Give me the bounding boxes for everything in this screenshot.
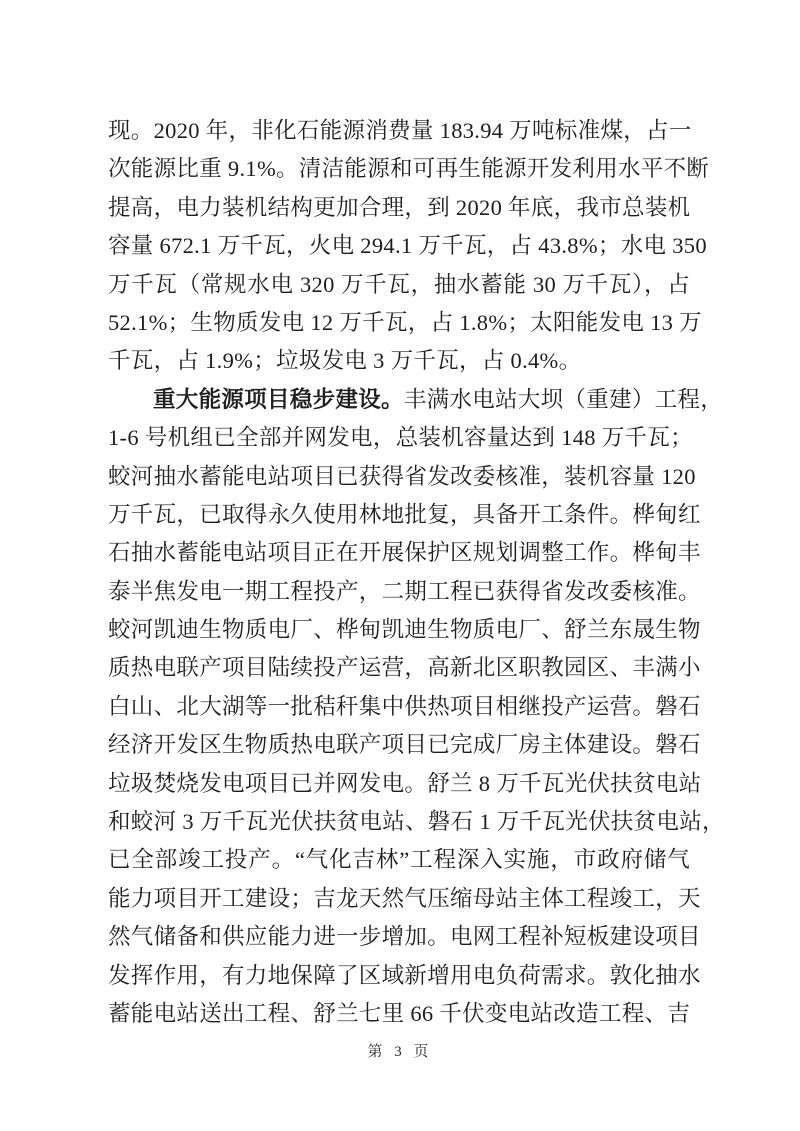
text-line: 万千瓦，已取得永久使用林地批复，具备开工条件。桦甸红 bbox=[108, 501, 701, 527]
body-text bbox=[108, 112, 725, 1033]
bold-lead-in: 重大能源项目稳步建设。 bbox=[153, 386, 404, 412]
text-line: 已全部竣工投产。“气化吉林”工程深入实施，市政府储气 bbox=[108, 847, 690, 873]
text-line: 次能源比重 9.1%。清洁能源和可再生能源开发利用水平不断 bbox=[108, 156, 710, 182]
text-line: 经济开发区生物质热电联产项目已完成厂房主体建设。磐石 bbox=[108, 732, 701, 758]
text-line: 和蛟河 3 万千瓦光伏扶贫电站、磐石 1 万千瓦光伏扶贫电站， bbox=[108, 809, 725, 835]
text-line: 蛟河凯迪生物质电厂、桦甸凯迪生物质电厂、舒兰东晟生物 bbox=[108, 617, 701, 643]
text-line: 52.1%；生物质发电 12 万千瓦，占 1.8%；太阳能发电 13 万 bbox=[108, 309, 702, 335]
text-line: 然气储备和供应能力进一步增加。电网工程补短板建设项目 bbox=[108, 924, 701, 950]
text-line: 提高，电力装机结构更加合理，到 2020 年底，我市总装机 bbox=[108, 194, 691, 220]
text-line: 白山、北大湖等一批秸秆集中供热项目相继投产运营。磐石 bbox=[108, 693, 701, 719]
text-line: 石抽水蓄能电站项目正在开展保护区规划调整工作。桦甸丰 bbox=[108, 540, 701, 566]
text-line: 发挥作用，有力地保障了区域新增用电负荷需求。敦化抽水 bbox=[108, 962, 701, 988]
text-line: 能力项目开工建设；吉龙天然气压缩母站主体工程竣工，天 bbox=[108, 885, 701, 911]
text-line: 蛟河抽水蓄能电站项目已获得省发改委核准，装机容量 120 bbox=[108, 463, 696, 489]
text-line: 1-6 号机组已全部并网发电，总装机容量达到 148 万千瓦； bbox=[108, 425, 693, 451]
text-line: 容量 672.1 万千瓦，火电 294.1 万千瓦，占 43.8%；水电 350 bbox=[108, 233, 707, 259]
page-number: 第 3 页 bbox=[367, 1044, 433, 1060]
text-line: 万千瓦（常规水电 320 万千瓦，抽水蓄能 30 万千瓦），占 bbox=[108, 271, 690, 297]
text-line: 质热电联产项目陆续投产运营，高新北区职教园区、丰满小 bbox=[108, 655, 701, 681]
text-line: 垃圾焚烧发电项目已并网发电。舒兰 8 万千瓦光伏扶贫电站 bbox=[108, 770, 702, 796]
text-line: 现。2020 年，非化石能源消费量 183.94 万吨标准煤，占一 bbox=[108, 118, 692, 143]
text-line: 蓄能电站送出工程、舒兰七里 66 千伏变电站改造工程、吉 bbox=[108, 1000, 691, 1026]
text-line: 泰半焦发电一期工程投产，二期工程已获得省发改委核准。 bbox=[108, 578, 701, 604]
text-line: 千瓦，占 1.9%；垃圾发电 3 万千瓦，占 0.4%。 bbox=[108, 348, 582, 374]
text-line: 重大能源项目稳步建设。丰满水电站大坝（重建）工程， bbox=[153, 386, 724, 412]
